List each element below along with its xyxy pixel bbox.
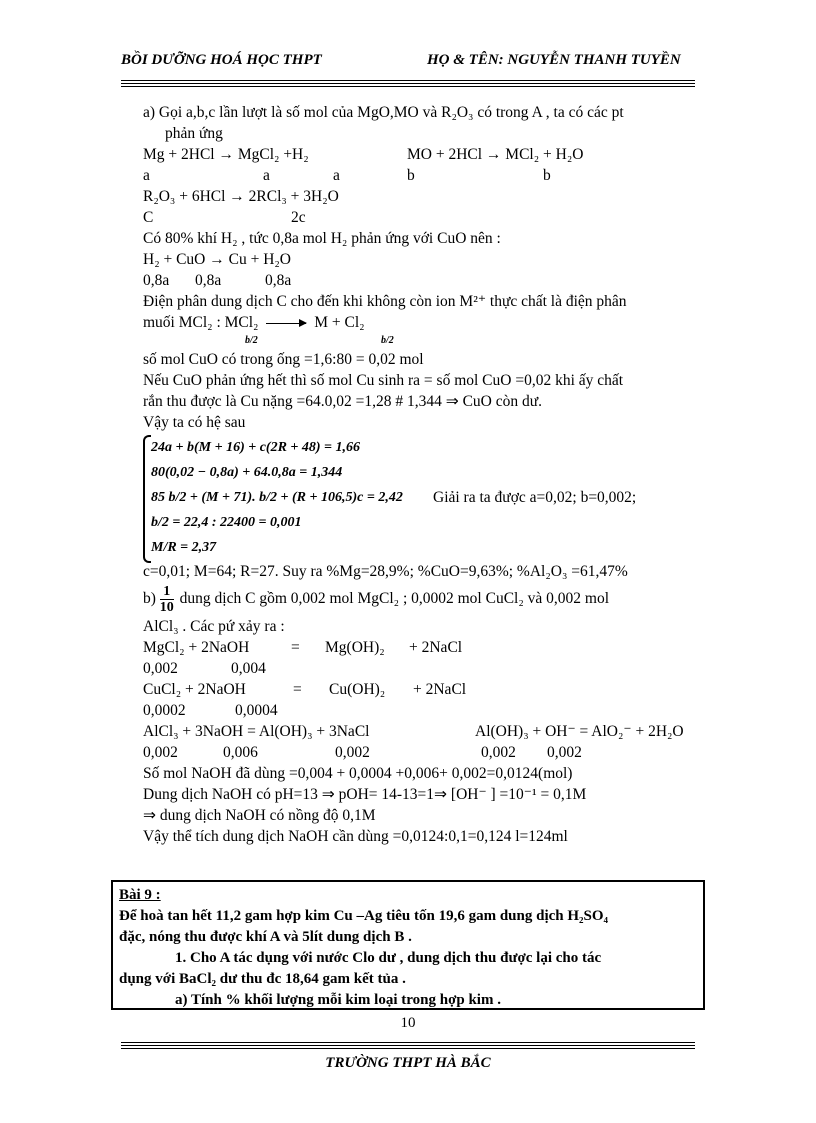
cuo-moles-text: số mol CuO có trong ống =1,6:80 = 0,02 mol bbox=[143, 351, 424, 368]
reaction-1-row bbox=[143, 144, 698, 165]
reaction-cuo: H₂ + CuO → Cu + H₂O bbox=[143, 251, 291, 268]
h2-text: Có 80% khí H₂ , tức 0,8a mol H₂ phản ứng với CuO nên : bbox=[143, 230, 501, 247]
part-b-line-1: b) $\frac{1}{10}$ dung dịch C gồm 0,002 mol MgCl₂ ; 0,0002 mol CuCl₂ và 0,002 mol bbox=[143, 583, 609, 615]
header-rule-2 bbox=[121, 83, 695, 84]
mol-value: a bbox=[143, 167, 150, 184]
mol-value: 0,8a bbox=[265, 272, 292, 289]
reaction-cuo-moles bbox=[143, 270, 698, 291]
part-b-text: dung dịch C gồm 0,002 mol MgCl₂ ; 0,0002 mol CuCl₂ và 0,002 mol bbox=[179, 590, 609, 607]
system-eq-2: 80(0,02 − 0,8a) + 64.0,8a = 1,344 bbox=[151, 465, 343, 480]
product: + 2NaCl bbox=[409, 639, 463, 656]
footer-rule-1 bbox=[121, 1042, 695, 1043]
product: Mg(OH)₂ bbox=[325, 639, 385, 656]
reaction-alcl3-text: AlCl₃ + 3NaOH = Al(OH)₃ + 3NaCl bbox=[143, 723, 370, 740]
reaction-mo: MO + 2HCl → MCl₂ + H₂O bbox=[407, 146, 584, 163]
mol-value: 0,8a bbox=[143, 272, 170, 289]
system-eq-4: b/2 = 22,4 : 22400 = 0,001 bbox=[151, 515, 302, 530]
header-right: HỌ & TÊN: NGUYỄN THANH TUYỀN bbox=[427, 52, 681, 68]
electrolysis-line-1: Điện phân dung dịch C cho đến khi không còn ion M²⁺ thực chất là điện phân bbox=[143, 293, 627, 310]
result-line: c=0,01; M=64; R=27. Suy ra %Mg=28,9%; %CuO=9,63%; %Al₂O₃ =61,47% bbox=[143, 563, 628, 580]
mol-value: C bbox=[143, 209, 154, 226]
equals: = bbox=[293, 681, 302, 698]
footer-rule-3 bbox=[121, 1048, 695, 1049]
reaction-alcl3 bbox=[143, 721, 698, 742]
reaction-mgcl2 bbox=[143, 637, 698, 658]
mol-value: 0,0004 bbox=[235, 702, 278, 719]
mol-value: 0,002 bbox=[335, 744, 370, 761]
exercise-line-3: 1. Cho A tác dụng với nước Clo dư , dung dịch thu được lại cho tác bbox=[175, 950, 602, 966]
reaction-cucl2 bbox=[143, 679, 698, 700]
electrolysis-line-2 bbox=[143, 312, 698, 333]
one-tenth-fraction: $\frac{1}{10}$ bbox=[159, 583, 174, 615]
header-rule-3 bbox=[121, 86, 695, 87]
footer-rule-2 bbox=[121, 1045, 695, 1046]
mol-value: 0,004 bbox=[231, 660, 266, 677]
product: + 2NaCl bbox=[413, 681, 467, 698]
naoh-line-3: ⇒ dung dịch NaOH có nồng độ 0,1M bbox=[143, 807, 376, 824]
system-intro: Vậy ta có hệ sau bbox=[143, 414, 246, 431]
mol-value: 0,002 bbox=[143, 744, 178, 761]
reaction-r2o3: R₂O₃ + 6HCl → 2RCl₃ + 3H₂O bbox=[143, 188, 339, 205]
exercise-box bbox=[111, 880, 705, 1010]
reaction-alcl3-moles bbox=[143, 742, 698, 763]
product: Cu(OH)₂ bbox=[329, 681, 386, 698]
naoh-line-1: Số mol NaOH đã dùng =0,004 + 0,0004 +0,006+ 0,002=0,0124(mol) bbox=[143, 765, 573, 782]
part-b-line-2: AlCl₃ . Các pứ xảy ra : bbox=[143, 618, 285, 635]
system-eq-5: M/R = 2,37 bbox=[151, 540, 217, 555]
equation-system bbox=[143, 435, 698, 561]
solve-text: Giải ra ta được a=0,02; b=0,002; bbox=[433, 489, 637, 506]
exercise-line-4: dụng với BaCl₂ dư thu đc 18,64 gam kết tủa . bbox=[119, 971, 406, 987]
reaction-r2o3-moles bbox=[143, 207, 698, 228]
mol-value: 0,002 bbox=[143, 660, 178, 677]
mol-value: b bbox=[407, 167, 415, 184]
mol-value: b bbox=[543, 167, 551, 184]
electrolysis-fractions bbox=[143, 333, 698, 349]
reactants: CuCl₂ + 2NaOH bbox=[143, 681, 246, 698]
exercise-title: Bài 9 : bbox=[119, 887, 161, 903]
electrolysis-salt: muối MCl₂ : MCl₂ bbox=[143, 314, 259, 331]
exercise-line-1: Để hoà tan hết 11,2 gam hợp kim Cu –Ag tiêu tốn 19,6 gam dung dịch H₂SO₄ bbox=[119, 908, 609, 924]
intro-line-1: a) Gọi a,b,c lần lượt là số mol của MgO,MO và R₂O₃ có trong A , ta có các pt bbox=[143, 104, 624, 121]
mol-value: 2c bbox=[291, 209, 306, 226]
solution-body bbox=[143, 102, 698, 847]
exercise-line-2: đặc, nóng thu được khí A và 5lít dung dịch B . bbox=[119, 929, 412, 945]
reaction-mgcl2-moles bbox=[143, 658, 698, 679]
system-eq-3: 85 b/2 + (M + 71). b/2 + (R + 106,5)c = 2,42 bbox=[151, 490, 403, 505]
electrolysis-arrow-icon bbox=[266, 323, 306, 324]
mol-value: 0,002 bbox=[481, 744, 516, 761]
mol-value: 0,8a bbox=[195, 272, 222, 289]
system-brace bbox=[143, 435, 151, 563]
system-eq-1: 24a + b(M + 16) + c(2R + 48) = 1,66 bbox=[151, 440, 361, 455]
fraction-b-over-2: b/2 bbox=[381, 335, 394, 346]
footer: TRƯỜNG THPT HÀ BẮC bbox=[325, 1055, 491, 1071]
reactants: MgCl₂ + 2NaOH bbox=[143, 639, 250, 656]
page-number: 10 bbox=[400, 1015, 416, 1031]
mol-value: 0,006 bbox=[223, 744, 258, 761]
mol-value: 0,002 bbox=[547, 744, 582, 761]
cu-line-1: Nếu CuO phản ứng hết thì số mol Cu sinh ra = số mol CuO =0,02 khi ấy chất bbox=[143, 372, 624, 389]
header-rule-1 bbox=[121, 80, 695, 81]
exercise-line-5: a) Tính % khối lượng mỗi kim loại trong hợp kim . bbox=[175, 992, 501, 1008]
naoh-line-2: Dung dịch NaOH có pH=13 ⇒ pOH= 14-13=1⇒ [OH⁻ ] =10⁻¹ = 0,1M bbox=[143, 786, 587, 803]
electrolysis-products: M + Cl₂ bbox=[314, 314, 365, 331]
reaction-1-moles bbox=[143, 165, 698, 186]
reaction-aloh3-text: Al(OH)₃ + OH⁻ = AlO₂⁻ + 2H₂O bbox=[475, 723, 684, 740]
fraction-b-over-2: b/2 bbox=[245, 335, 258, 346]
mol-value: a bbox=[333, 167, 340, 184]
header-left: BỒI DƯỠNG HOÁ HỌC THPT bbox=[121, 52, 322, 68]
mol-value: 0,0002 bbox=[143, 702, 186, 719]
cu-line-2: rắn thu được là Cu nặng =64.0,02 =1,28 # 1,344 ⇒ CuO còn dư. bbox=[143, 393, 543, 410]
reaction-mg: Mg + 2HCl → MgCl₂ +H₂ bbox=[143, 146, 309, 163]
system-eq-3-row bbox=[151, 485, 698, 510]
equals: = bbox=[291, 639, 300, 656]
naoh-line-4: Vậy thể tích dung dịch NaOH cần dùng =0,0124:0,1=0,124 l=124ml bbox=[143, 828, 568, 845]
mol-value: a bbox=[263, 167, 270, 184]
reaction-cucl2-moles bbox=[143, 700, 698, 721]
intro-line-2: phản ứng bbox=[165, 125, 223, 142]
